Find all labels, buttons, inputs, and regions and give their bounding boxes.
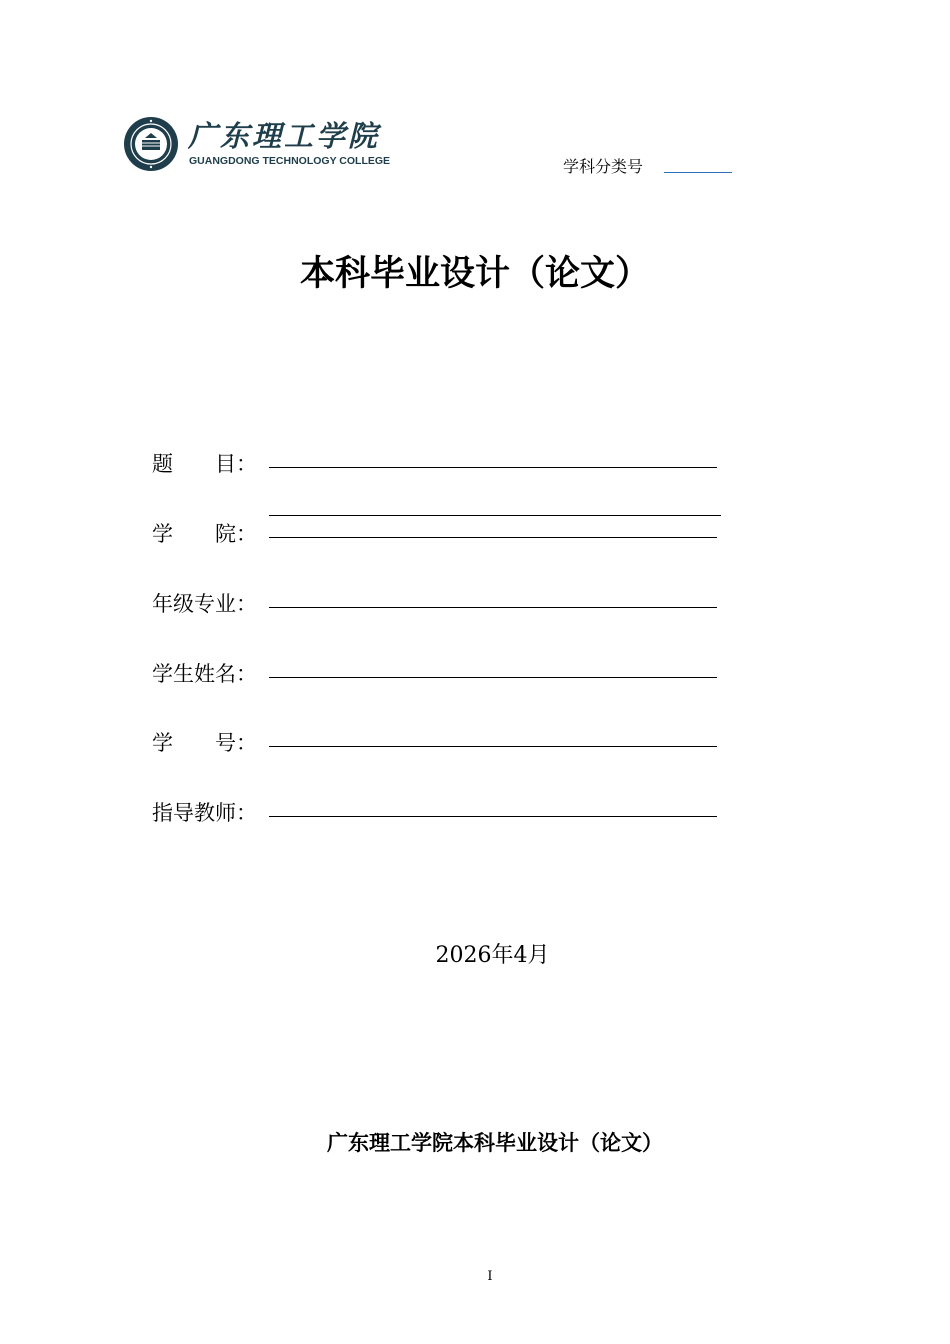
footer-title: 广东理工学院本科毕业设计（论文） xyxy=(327,1131,663,1155)
field-line-grade-major[interactable] xyxy=(269,607,717,608)
subject-code-label: 学科分类号 xyxy=(563,157,644,176)
field-label-topic: 题 目： xyxy=(152,452,257,476)
field-label-student-name: 学生姓名： xyxy=(152,662,257,686)
logo-english-name: GUANGDONG TECHNOLOGY COLLEGE xyxy=(189,155,391,167)
page-number: I xyxy=(487,1269,493,1284)
field-label-student-id: 学 号： xyxy=(152,731,257,755)
document-title: 本科毕业设计（论文） xyxy=(299,254,650,294)
field-label-advisor: 指导教师： xyxy=(152,801,257,825)
field-line-student-name[interactable] xyxy=(269,677,717,678)
submission-date: 2026年4月 xyxy=(435,943,550,968)
field-line-student-id[interactable] xyxy=(269,746,717,747)
field-line-topic-second[interactable] xyxy=(269,515,721,516)
field-line-college[interactable] xyxy=(269,537,717,538)
college-emblem-icon xyxy=(123,116,179,172)
field-line-advisor[interactable] xyxy=(269,816,717,817)
field-label-grade-major: 年级专业： xyxy=(152,592,257,616)
subject-code-blank[interactable] xyxy=(664,172,732,173)
field-label-college: 学 院： xyxy=(152,522,257,546)
logo-chinese-name: 广东理工学院 xyxy=(188,119,381,153)
field-line-topic[interactable] xyxy=(269,467,717,468)
